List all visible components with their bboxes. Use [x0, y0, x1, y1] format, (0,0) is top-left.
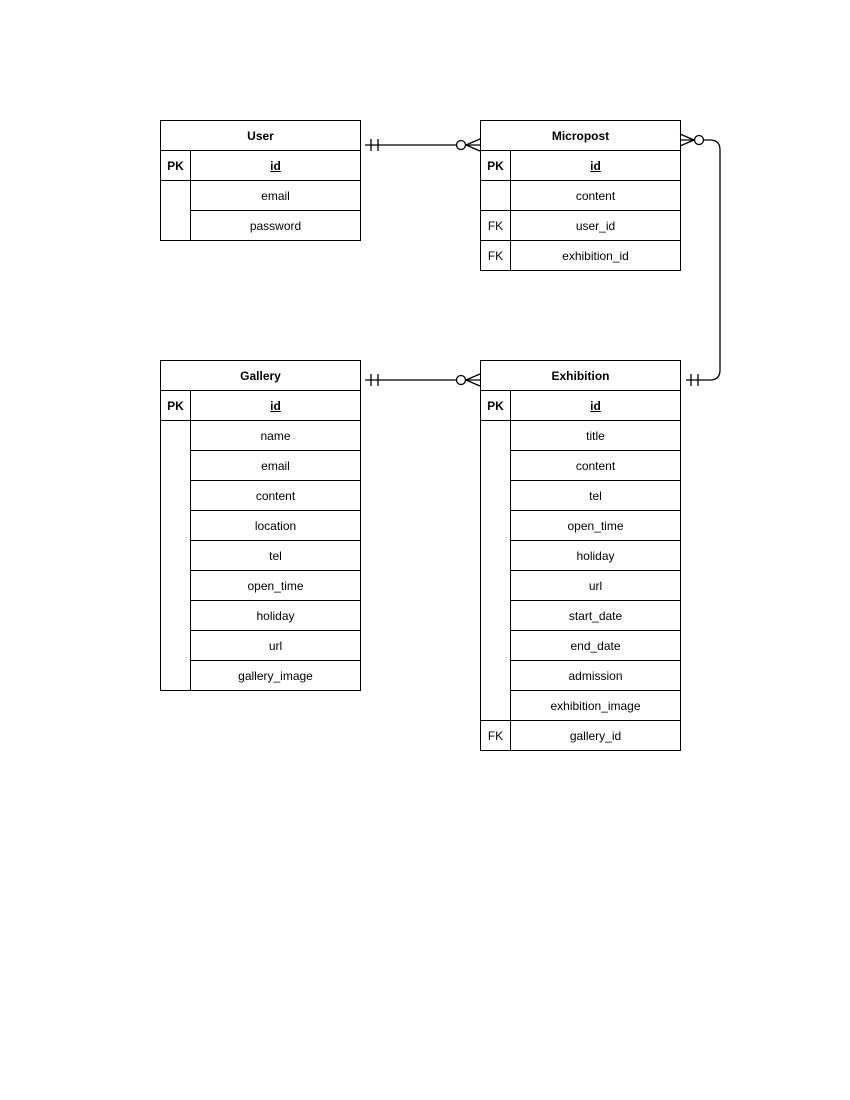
entity-table-gallery [160, 360, 361, 691]
key-cell-fk: FK [481, 241, 511, 271]
field-cell: content [511, 451, 681, 481]
key-cell-pk: PK [161, 391, 191, 421]
key-cell-pk: PK [481, 391, 511, 421]
field-cell: exhibition_image [511, 691, 681, 721]
key-cell-empty [481, 181, 511, 211]
zero-circle-icon [695, 136, 704, 145]
field-cell: open_time [511, 511, 681, 541]
field-cell: content [191, 481, 361, 511]
field-cell: password [191, 211, 361, 241]
field-cell: id [191, 151, 361, 181]
field-cell: user_id [511, 211, 681, 241]
field-cell: location [191, 511, 361, 541]
field-cell: tel [511, 481, 681, 511]
key-cell-empty [481, 421, 511, 721]
field-cell: title [511, 421, 681, 451]
relationship-gallery-exhibition [365, 374, 480, 386]
entity-title-micropost: Micropost [481, 121, 681, 151]
field-cell: tel [191, 541, 361, 571]
entity-table-micropost [480, 120, 681, 271]
field-cell: holiday [511, 541, 681, 571]
field-cell: admission [511, 661, 681, 691]
crow-foot-icon [466, 139, 480, 151]
entity-title-exhibition: Exhibition [481, 361, 681, 391]
field-cell: url [191, 631, 361, 661]
key-cell-empty [161, 421, 191, 691]
key-cell-empty [161, 181, 191, 241]
field-cell: start_date [511, 601, 681, 631]
relationship-exhibition-micropost [680, 134, 720, 386]
key-cell-pk: PK [481, 151, 511, 181]
field-cell: url [511, 571, 681, 601]
crow-foot-icon [680, 134, 694, 146]
key-cell-fk: FK [481, 721, 511, 751]
field-cell: id [511, 391, 681, 421]
field-cell: holiday [191, 601, 361, 631]
field-cell: end_date [511, 631, 681, 661]
field-cell: email [191, 451, 361, 481]
relationship-user-micropost [365, 139, 480, 151]
entity-title-user: User [161, 121, 361, 151]
field-cell: exhibition_id [511, 241, 681, 271]
field-cell: name [191, 421, 361, 451]
field-cell: gallery_id [511, 721, 681, 751]
key-cell-fk: FK [481, 211, 511, 241]
field-cell: email [191, 181, 361, 211]
field-cell: id [191, 391, 361, 421]
entity-table-exhibition [480, 360, 681, 751]
zero-circle-icon [457, 376, 466, 385]
field-cell: gallery_image [191, 661, 361, 691]
zero-circle-icon [457, 141, 466, 150]
key-cell-pk: PK [161, 151, 191, 181]
field-cell: id [511, 151, 681, 181]
entity-table-user [160, 120, 361, 241]
entity-title-gallery: Gallery [161, 361, 361, 391]
field-cell: content [511, 181, 681, 211]
field-cell: open_time [191, 571, 361, 601]
crow-foot-icon [466, 374, 480, 386]
